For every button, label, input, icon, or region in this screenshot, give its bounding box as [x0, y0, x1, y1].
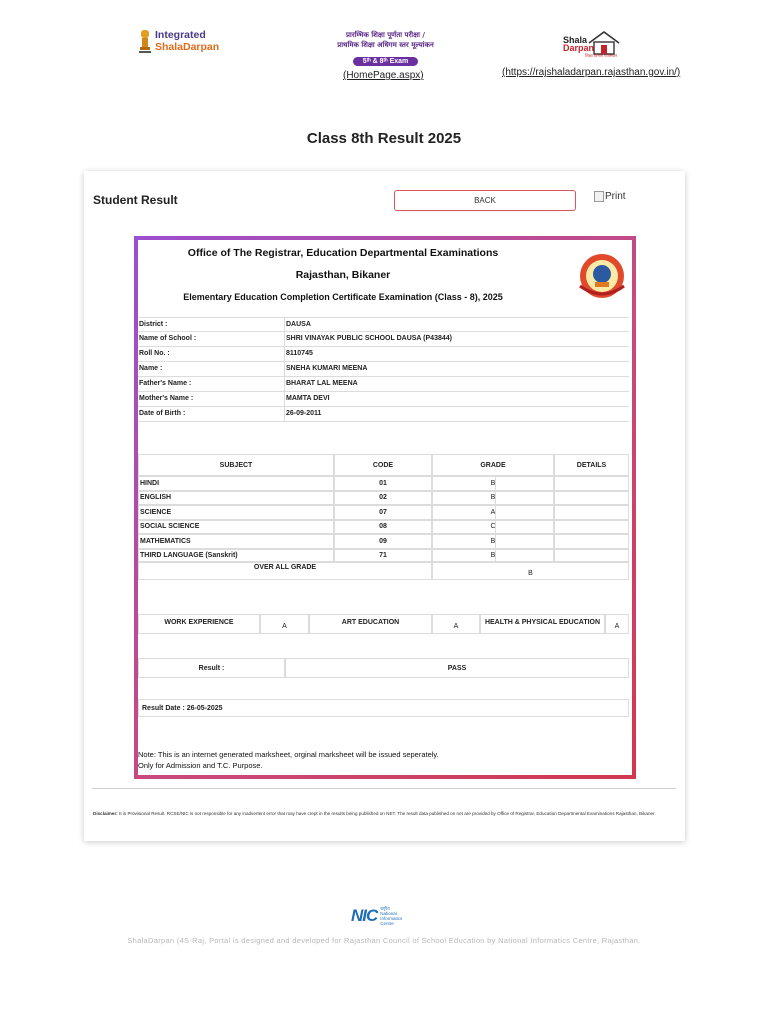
registrar-city: Rajasthan, Bikaner: [295, 269, 391, 281]
shala-tagline: शिक्षा विभाग राजस्थान: [585, 53, 618, 58]
disclaimer-text: It is Provisional Result. RCSE/NIC is not responsible for any inadvertent error that may have crept in the results being published on NET. The result data published on net are provided by Office of Registrar, Education Departmental Examinations Rajasthan, Bikaner.: [117, 811, 656, 816]
result-label: Result :: [138, 658, 285, 678]
logo-line-2: ShalaDarpan: [155, 41, 220, 53]
shala-darpan-logo[interactable]: [563, 30, 623, 60]
subject-grade: B: [432, 476, 554, 491]
footer-text: ShalaDarpan (4S-Raj, Portal is designed and developed for Rajasthan Council of School Education by National Informatics Centre, Rajasthan.: [127, 936, 641, 945]
subject-details: [554, 505, 629, 520]
darpan-text: Darpan: [563, 43, 595, 53]
detail-row: Name : SNEHA KUMARI MEENA: [138, 362, 629, 377]
subject-grade: A: [432, 505, 554, 520]
subject-code: 07: [334, 505, 432, 520]
state-emblem-icon: [138, 28, 152, 54]
detail-row: Mother's Name : MAMTA DEVI: [138, 392, 629, 407]
disclaimer: [93, 804, 673, 824]
subject-code: 08: [334, 520, 432, 535]
overall-grade-value: B: [432, 561, 629, 580]
column-header-details: DETAILS: [554, 454, 629, 476]
marksheet-note: Note: This is an internet generated marksheet, orginal marksheet will be issued seperately.: [138, 750, 439, 759]
detail-row: District : DAUSA: [138, 317, 629, 332]
disclaimer-label: Disclaimer:: [93, 811, 118, 816]
subject-details: [554, 476, 629, 491]
shala-text: Shala: [563, 35, 588, 45]
subject-name: SOCIAL SCIENCE: [138, 520, 334, 535]
exam-badge: 5ᵗʰ & 8ᵗʰ Exam: [353, 57, 419, 66]
subject-code: 09: [334, 534, 432, 549]
subject-grade: C: [432, 520, 554, 535]
nic-logo: NIC राष्ट्रीय National Informatics Centre: [351, 906, 403, 926]
detail-row: Father's Name : BHARAT LAL MEENA: [138, 377, 629, 392]
grade-subcell: [495, 520, 554, 535]
nic-logo-text: NIC: [351, 906, 378, 925]
subject-grade: B: [432, 534, 554, 549]
divider: [92, 788, 676, 789]
detail-row: Date of Birth : 26-09-2011: [138, 407, 629, 422]
subject-name: HINDI: [138, 476, 334, 491]
exam-name: Elementary Education Completion Certificate Examination (Class - 8), 2025: [183, 292, 503, 302]
subject-grade: B: [432, 549, 554, 564]
subject-name: MATHEMATICS: [138, 534, 334, 549]
column-header-subject: SUBJECT: [138, 454, 334, 476]
print-button[interactable]: [594, 191, 626, 202]
subject-name: THIRD LANGUAGE (Sanskrit): [138, 549, 334, 564]
grade-subcell: [495, 476, 554, 491]
detail-row: Name of School : SHRI VINAYAK PUBLIC SCHOOL DAUSA (P43844): [138, 332, 629, 347]
exam-logo[interactable]: [318, 30, 453, 68]
subject-details: [554, 491, 629, 506]
broken-image-icon: [594, 191, 604, 202]
subject-name: SCIENCE: [138, 505, 334, 520]
art-education-grade: A: [432, 614, 480, 634]
subject-details: [554, 520, 629, 535]
shaladarpan-website-link[interactable]: (https://rajshaladarpan.rajasthan.gov.in/): [502, 67, 681, 78]
grade-subcell: [495, 505, 554, 520]
health-education-label: HEALTH & PHYSICAL EDUCATION: [480, 614, 605, 634]
registrar-office: Office of The Registrar, Education Departmental Examinations: [187, 247, 499, 259]
integrated-shaladarpan-logo[interactable]: [138, 28, 219, 54]
marksheet-purpose-note: Only for Admission and T.C. Purpose.: [138, 761, 263, 770]
subject-code: 02: [334, 491, 432, 506]
column-header-code: CODE: [334, 454, 432, 476]
exam-logo-line-2: प्राथमिक शिक्षा अधिगम स्तर मूल्यांकन: [337, 41, 434, 49]
art-education-label: ART EDUCATION: [309, 614, 432, 634]
health-education-grade: A: [605, 614, 629, 634]
subject-name: ENGLISH: [138, 491, 334, 506]
result-date: Result Date : 26-05-2025: [138, 699, 629, 717]
overall-grade-label: OVER ALL GRADE: [138, 561, 432, 580]
exam-logo-line-1: प्रारम्भिक शिक्षा पूर्णता परीक्षा /: [346, 31, 425, 39]
work-experience-label: WORK EXPERIENCE: [138, 614, 260, 634]
subject-details: [554, 534, 629, 549]
grade-subcell: [495, 534, 554, 549]
logo-line-1: Integrated: [155, 29, 206, 41]
column-header-grade: GRADE: [432, 454, 554, 476]
subject-grade: B: [432, 491, 554, 506]
grade-subcell: [495, 491, 554, 506]
subject-code: 01: [334, 476, 432, 491]
student-result-heading: Student Result: [93, 193, 178, 207]
result-value: PASS: [285, 658, 629, 678]
board-seal-icon: [578, 252, 626, 300]
home-page-link[interactable]: (HomePage.aspx): [343, 70, 424, 81]
subject-code: 71: [334, 549, 432, 564]
result-card: [84, 171, 685, 841]
detail-row: Roll No. : 8110745: [138, 347, 629, 362]
page-title: Class 8th Result 2025: [306, 130, 462, 147]
back-button[interactable]: BACK: [394, 190, 576, 211]
work-experience-grade: A: [260, 614, 309, 634]
print-alt-text: Print: [605, 191, 626, 202]
marksheet: [134, 236, 636, 779]
